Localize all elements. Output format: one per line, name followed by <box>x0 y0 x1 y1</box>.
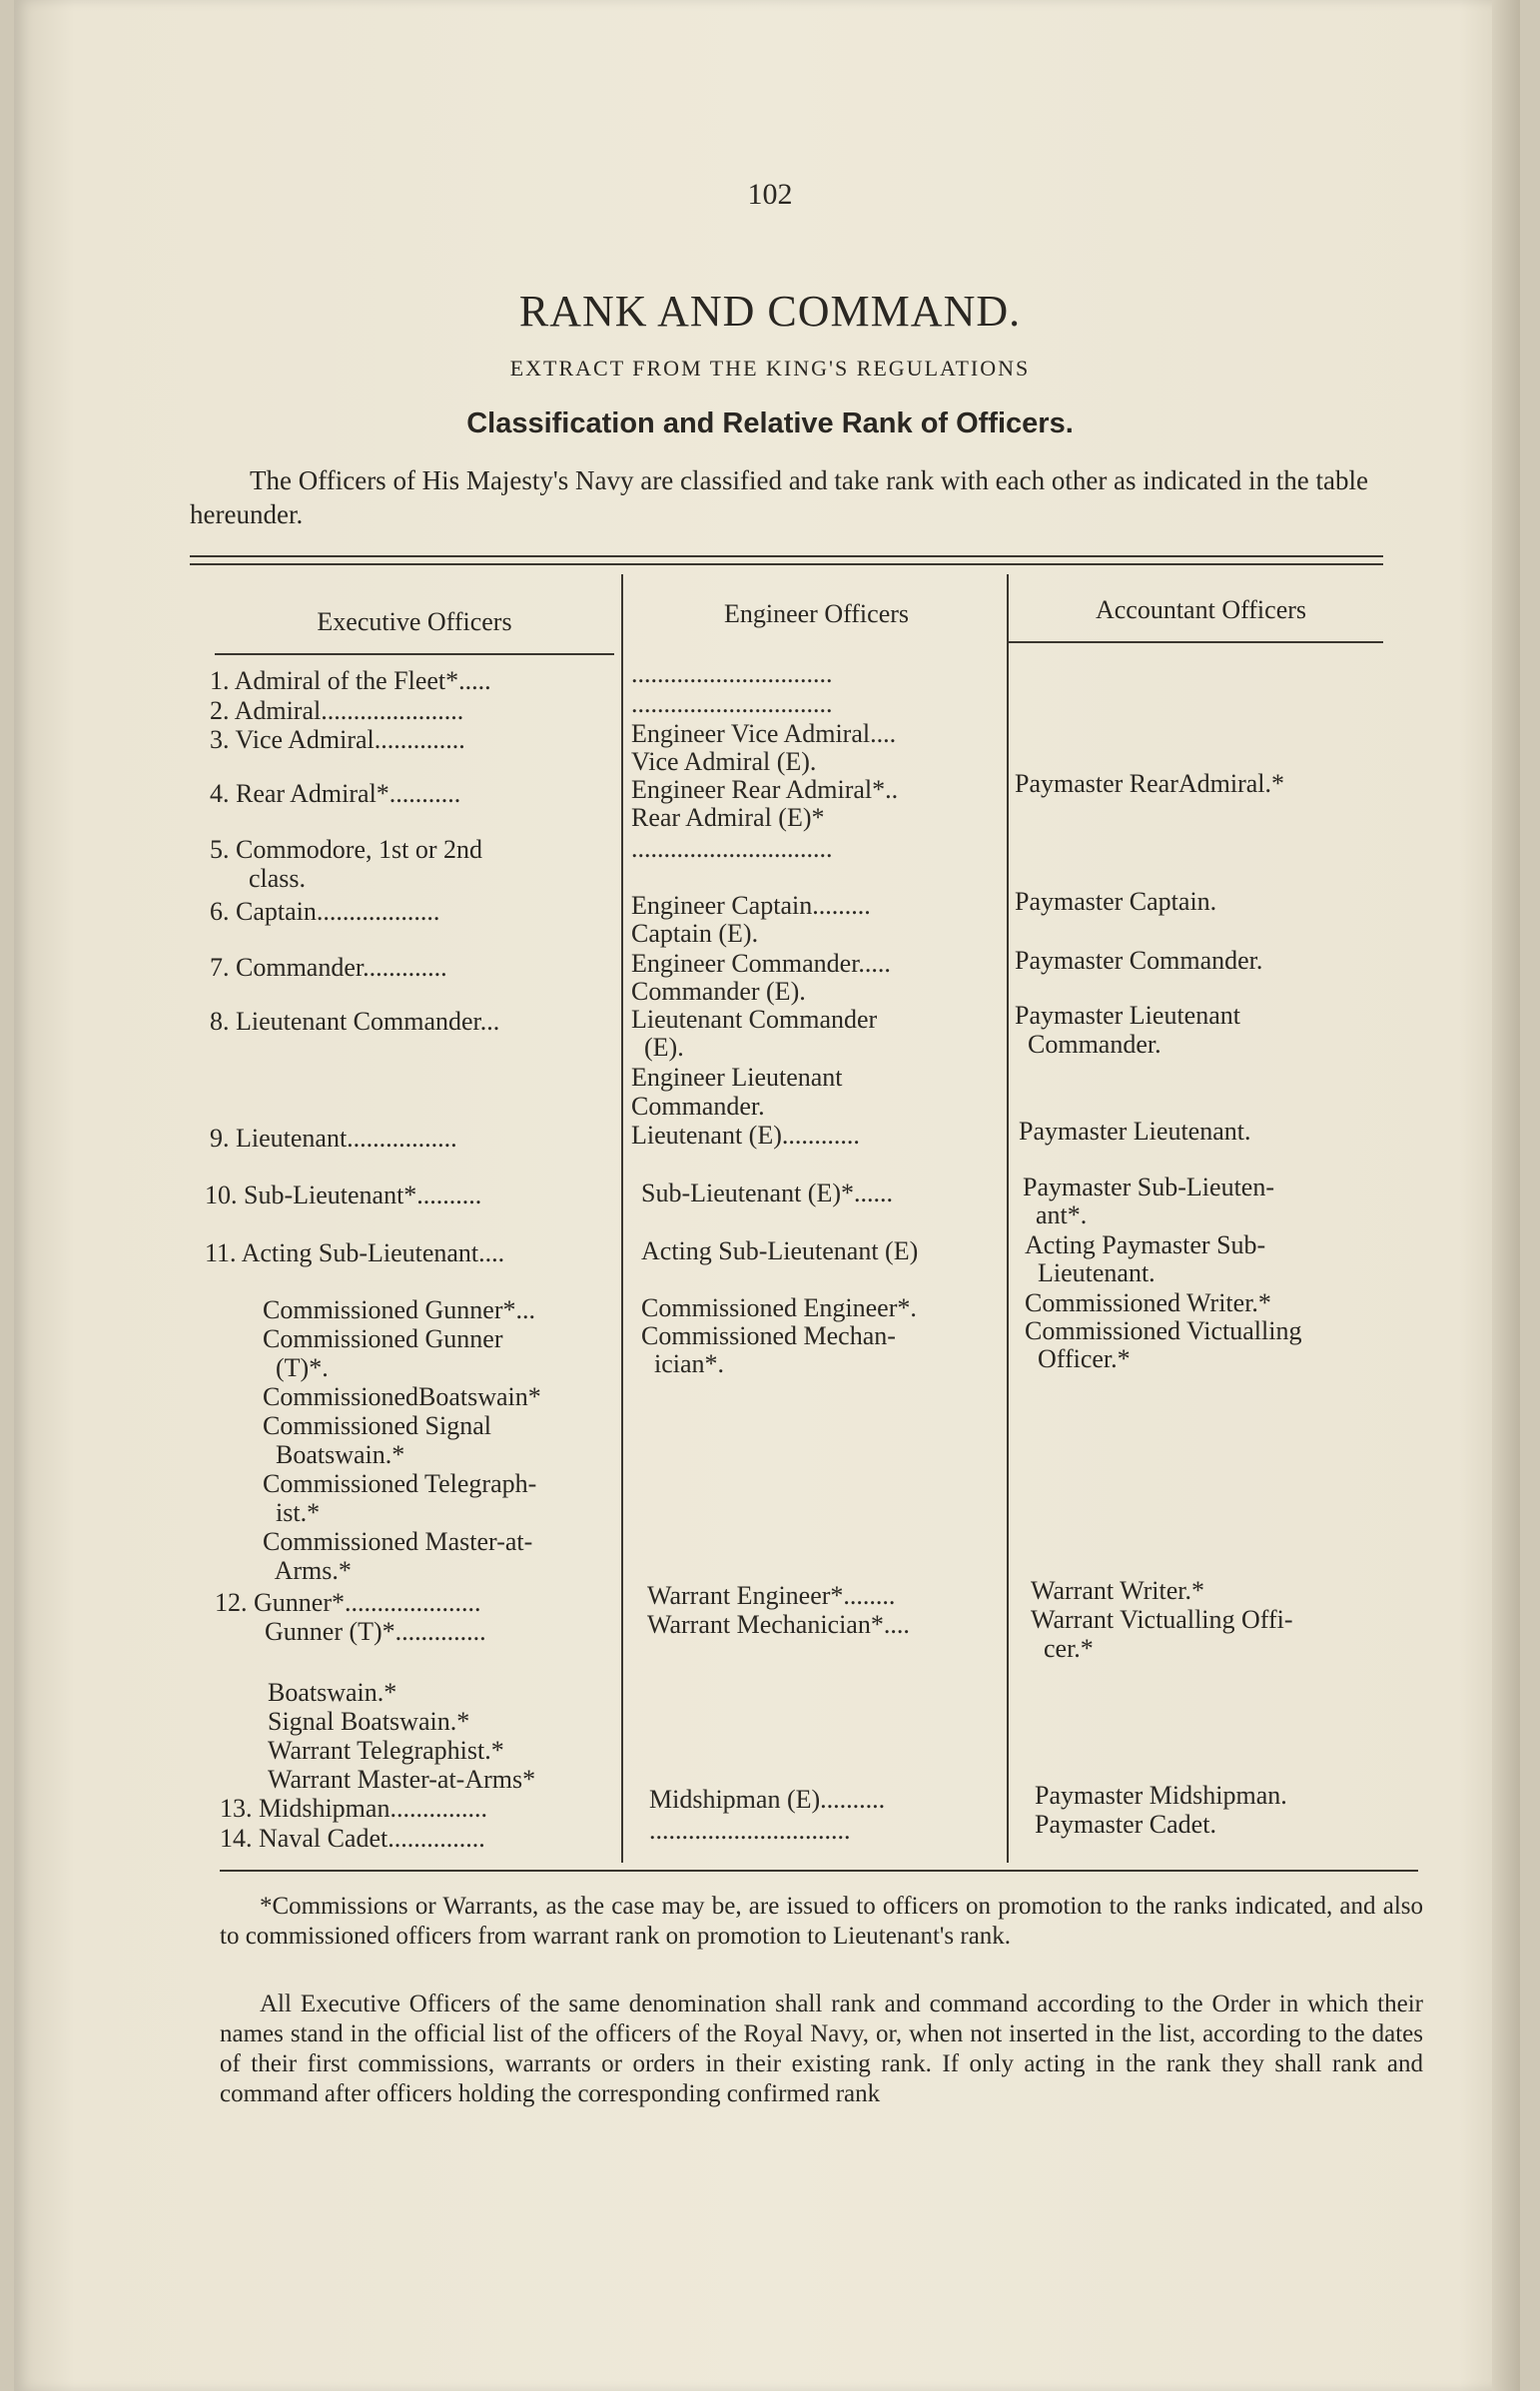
page-subtitle: EXTRACT FROM THE KING'S REGULATIONS <box>509 356 1031 381</box>
column-divider-1 <box>621 574 623 1863</box>
engineer-row: ............................... <box>631 659 833 688</box>
engineer-row: Commander. <box>631 1092 765 1121</box>
executive-row: 14. Naval Cadet............... <box>220 1824 485 1853</box>
executive-row: 5. Commodore, 1st or 2nd <box>210 835 482 864</box>
executive-row: 2. Admiral...................... <box>210 696 464 725</box>
executive-row: Warrant Telegraphist.* <box>268 1736 504 1765</box>
column-divider-2 <box>1007 574 1009 1863</box>
executive-row: 10. Sub-Lieutenant*.......... <box>205 1181 482 1209</box>
executive-row: 4. Rear Admiral*........... <box>210 779 461 808</box>
executive-row: Boatswain.* <box>263 1440 405 1469</box>
section-heading: Classification and Relative Rank of Officers. <box>466 407 1074 439</box>
header-rule-accountant <box>1009 641 1383 643</box>
executive-row: Commissioned Gunner <box>263 1324 503 1353</box>
page-number: 102 <box>747 178 793 211</box>
header-executive-officers: Executive Officers <box>317 607 512 636</box>
accountant-row: Commander. <box>1015 1030 1161 1059</box>
accountant-row: Paymaster Cadet. <box>1035 1810 1216 1839</box>
accountant-row: Paymaster Midshipman. <box>1035 1781 1287 1810</box>
engineer-row: Warrant Mechanician*.... <box>647 1610 910 1639</box>
executive-row: class. <box>210 864 307 893</box>
accountant-row: ant*. <box>1023 1200 1088 1229</box>
engineer-row: Captain (E). <box>631 919 759 948</box>
executive-row: 11. Acting Sub-Lieutenant.... <box>205 1238 505 1267</box>
executive-row: Commissioned Telegraph- <box>263 1469 537 1498</box>
engineer-row: Vice Admiral (E). <box>631 747 817 776</box>
engineer-row: ............................... <box>631 834 833 863</box>
accountant-row: Paymaster Sub-Lieuten- <box>1023 1173 1274 1201</box>
executive-row: CommissionedBoatswain* <box>263 1382 541 1411</box>
engineer-row: Commissioned Engineer*. <box>641 1293 917 1322</box>
accountant-row: Paymaster Lieutenant. <box>1019 1117 1251 1146</box>
executive-row: 7. Commander............. <box>210 953 447 982</box>
executive-row: Signal Boatswain.* <box>268 1707 470 1736</box>
engineer-row: Engineer Lieutenant <box>631 1063 843 1092</box>
engineer-row: ician*. <box>641 1349 725 1378</box>
engineer-row: Engineer Captain......... <box>631 891 871 920</box>
engineer-row: Warrant Engineer*........ <box>647 1581 896 1610</box>
engineer-row: Commissioned Mechan- <box>641 1321 896 1350</box>
accountant-row: Paymaster Captain. <box>1015 887 1217 916</box>
engineer-row: Sub-Lieutenant (E)*...... <box>641 1179 893 1207</box>
intro-paragraph: The Officers of His Majesty's Navy are classified and take rank with each other as indicated in the table hereunder. <box>190 465 1368 529</box>
accountant-row: Paymaster Commander. <box>1015 946 1263 975</box>
accountant-row: Lieutenant. <box>1025 1258 1155 1287</box>
accountant-row: Paymaster Lieutenant <box>1015 1001 1240 1030</box>
executive-row: Boatswain.* <box>268 1678 397 1707</box>
executive-row: 1. Admiral of the Fleet*..... <box>210 666 491 695</box>
executive-row: ist.* <box>263 1498 321 1527</box>
executive-row: Commissioned Master-at- <box>263 1527 533 1556</box>
executive-row: 13. Midshipman............... <box>220 1794 487 1823</box>
engineer-row: Commander (E). <box>631 977 806 1006</box>
table-bottom-rule <box>220 1870 1418 1872</box>
engineer-row: Acting Sub-Lieutenant (E) <box>641 1236 919 1265</box>
executive-row: 9. Lieutenant................. <box>210 1124 457 1153</box>
executive-row: 8. Lieutenant Commander... <box>210 1007 500 1036</box>
engineer-row: Midshipman (E).......... <box>649 1785 886 1814</box>
footnote: *Commissions or Warrants, as the case may be, are issued to officers on promotion to the ranks indicated, and also to commissioned officers from warrant rank on promotion to Lieutenant's rank. <box>220 1893 1423 1950</box>
header-engineer-officers: Engineer Officers <box>723 599 910 628</box>
accountant-row: Commissioned Writer.* <box>1025 1288 1271 1317</box>
executive-row: Commissioned Signal <box>263 1411 491 1440</box>
executive-row: Commissioned Gunner*... <box>263 1295 535 1324</box>
header-accountant-officers: Accountant Officers <box>1095 595 1307 624</box>
executive-row: Gunner (T)*.............. <box>265 1617 486 1646</box>
accountant-row: Warrant Victualling Offi- <box>1031 1605 1293 1634</box>
table-top-rule-2 <box>190 563 1383 565</box>
executive-row: Arms.* <box>263 1556 352 1585</box>
engineer-row: ............................... <box>631 689 833 718</box>
accountant-row: cer.* <box>1031 1634 1094 1663</box>
executive-row: 6. Captain................... <box>210 897 440 926</box>
executive-row: 3. Vice Admiral.............. <box>210 725 465 754</box>
accountant-row: Warrant Writer.* <box>1031 1576 1204 1605</box>
engineer-row: Lieutenant Commander <box>631 1005 878 1034</box>
executive-row: Warrant Master-at-Arms* <box>268 1765 536 1794</box>
accountant-row: Officer.* <box>1025 1344 1131 1373</box>
executive-row: (T)*. <box>263 1353 329 1382</box>
table-top-rule <box>190 555 1383 557</box>
header-rule-executive <box>215 653 614 655</box>
engineer-row: (E). <box>631 1033 684 1062</box>
engineer-row: Rear Admiral (E)* <box>631 803 825 832</box>
accountant-row: Commissioned Victualling <box>1025 1316 1302 1345</box>
engineer-row: ............................... <box>649 1816 851 1845</box>
body-paragraph: All Executive Officers of the same denomination shall rank and command according to the Order in which their names stand in the official list of the officers of the Royal Navy, or, when not inserted in the list, according to the dates of their first commissions, warrants or orders in their existing rank. If only acting in the rank they shall rank and command after officers holding the corresponding confirmed rank <box>220 1991 1423 2107</box>
engineer-row: Engineer Vice Admiral.... <box>631 719 897 748</box>
engineer-row: Engineer Commander..... <box>631 949 891 978</box>
executive-row: 12. Gunner*..................... <box>215 1588 481 1617</box>
accountant-row: Paymaster RearAdmiral.* <box>1015 769 1285 798</box>
engineer-row: Engineer Rear Admiral*.. <box>631 775 899 804</box>
page-title: RANK AND COMMAND. <box>518 287 1022 336</box>
accountant-row: Acting Paymaster Sub- <box>1025 1230 1266 1259</box>
engineer-row: Lieutenant (E)............ <box>631 1121 860 1150</box>
